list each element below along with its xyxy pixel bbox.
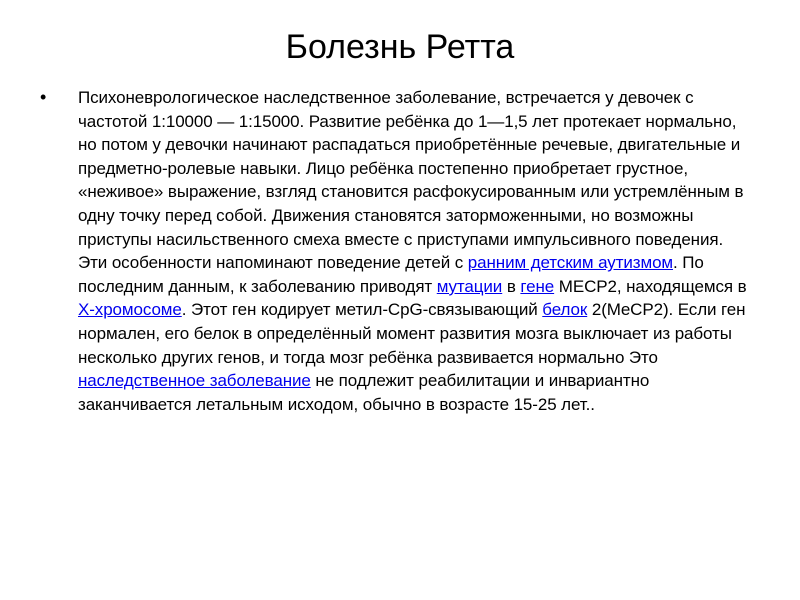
body-text-segment: в	[502, 276, 521, 296]
bullet-text	[78, 86, 754, 416]
body-text-segment: . Этот ген кодирует метил-CpG-связывающий	[181, 300, 543, 320]
bullet-item	[40, 86, 754, 416]
body-text-segment: Психоневрологическое наследственное заболевание, встречается у девочек с частотой 1:10000 — 1:15000. Развитие ребёнка до 1—1,5 лет протекает нормально, но потом у девочки начинают распадаться приобретённые речевые, двигательные и предметно-ролевые навыки. Лицо ребёнка постепенно приобретает грустное, «неживое» выражение, взгляд становится расфокусированным или устремлённым в одну точку перед собой. Движения становятся заторможенными, но возможны приступы насильственного смеха вместе с приступами импульсивного поведения. Эти особенности напоминают поведение детей с	[78, 88, 744, 273]
body-text-segment: MECP2, находящемся в	[554, 276, 747, 296]
link-hereditary-disease[interactable]: наследственное заболевание	[78, 371, 311, 391]
bullet-dot: •	[40, 87, 47, 107]
link-x-chromosome[interactable]: X-хромосоме	[78, 300, 182, 320]
link-protein[interactable]: белок	[542, 300, 588, 320]
slide-title: Болезнь Ретта	[285, 28, 515, 66]
link-mutations[interactable]: мутации	[436, 276, 503, 296]
link-gene[interactable]: гене	[520, 276, 555, 296]
link-early-childhood-autism[interactable]: ранним детским аутизмом	[467, 253, 674, 273]
body-text-segment: . По последним данным, к заболеванию приводят	[78, 253, 704, 296]
body-text-segment: 2(MeCP2). Если ген нормален, его белок в определённый момент развития мозга выключает из работы несколько других генов, и тогда мозг ребёнка развивается нормально Это	[78, 300, 746, 367]
body-text-segment: не подлежит реабилитации и инвариантно заканчивается летальным исходом, обычно в возрасте 15-25 лет..	[78, 371, 650, 414]
